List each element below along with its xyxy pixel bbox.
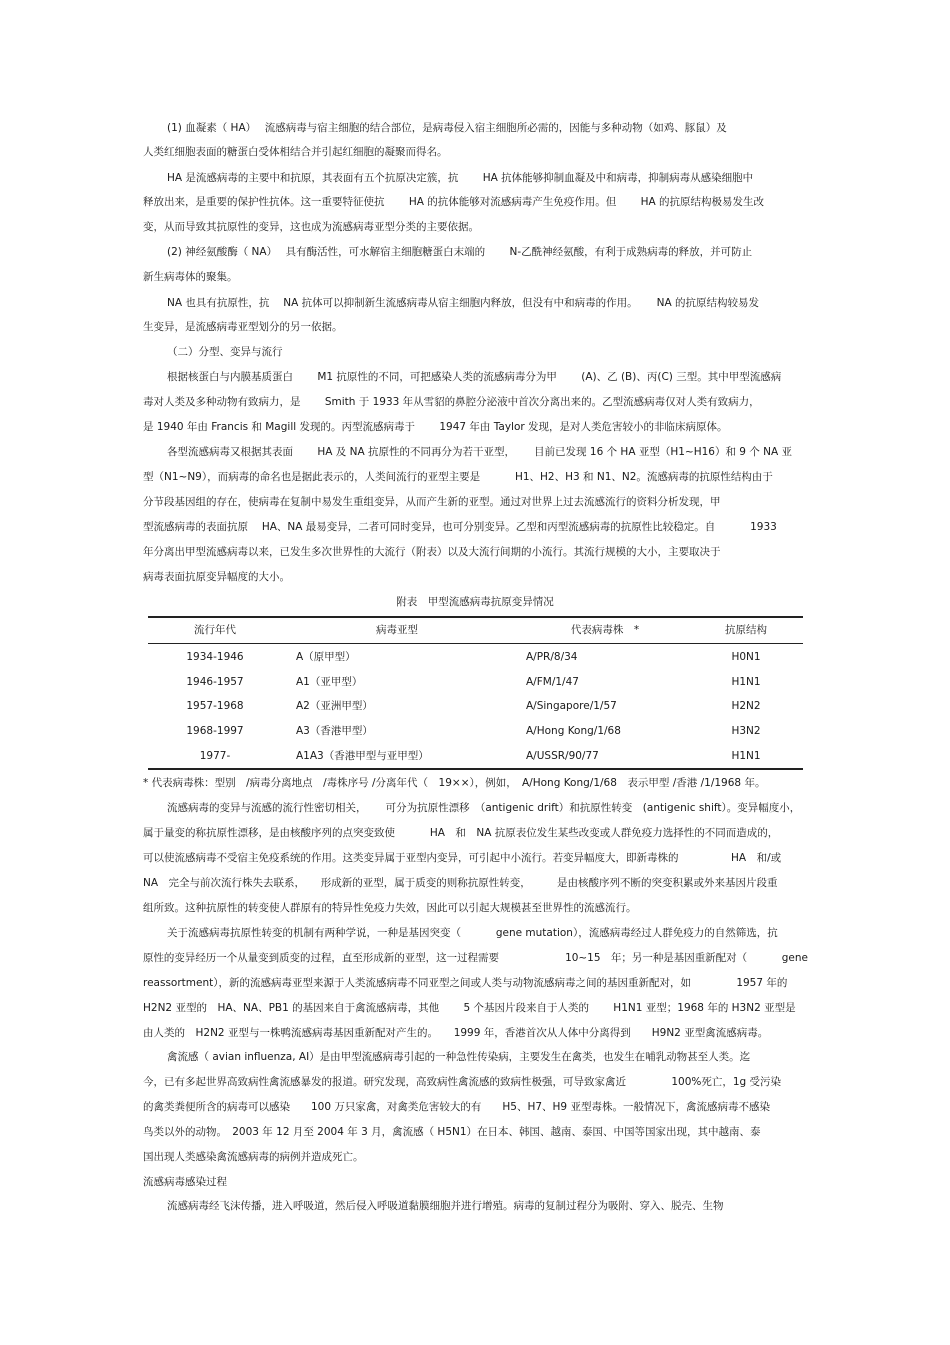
- column-header-subtype: 病毒亚型: [376, 624, 418, 636]
- paragraph-line: NA 也具有抗原性，抗 NA 抗体可以抑制新生流感病毒从宿主细胞内释放，但没有中和病毒的作用。 NA 的抗原结构较易发: [167, 297, 760, 309]
- paragraph-line: HA 是流感病毒的主要中和抗原，其表面有五个抗原决定簇，抗 HA 抗体能够抑制血凝及中和病毒，抑制病毒从感染细胞中: [167, 172, 754, 184]
- cell-era: 1968-1997: [186, 725, 244, 737]
- cell-strain: A/Singapore/1/57: [526, 700, 617, 712]
- paragraph-line: (1) 血凝素（ HA） 流感病毒与宿主细胞的结合部位，是病毒侵入宿主细胞所必需的，因能与多种动物（如鸡、豚鼠）及: [167, 122, 727, 134]
- cell-era: 1934-1946: [186, 651, 244, 663]
- paragraph-line: 释放出来，是重要的保护性抗体。这一重要特征使抗 HA 的抗体能够对流感病毒产生免疫作用。但 HA 的抗原结构极易发生改: [143, 196, 765, 208]
- cell-subtype: A3（香港甲型）: [296, 725, 373, 737]
- cell-antigen: H2N2: [731, 700, 761, 712]
- cell-subtype: A1（亚甲型）: [296, 676, 363, 688]
- paragraph-line: 新生病毒体的聚集。: [143, 271, 238, 283]
- column-header-strain: 代表病毒株 *: [570, 624, 640, 636]
- paragraph-line: 原性的变异经历一个从量变到质变的过程，直至形成新的亚型，这一过程需要 10~15 年；另一种是基因重新配对（ gene: [143, 952, 808, 964]
- paragraph-line: 生变异，是流感病毒亚型划分的另一依据。: [143, 321, 343, 333]
- paragraph-line: 禽流感（ avian influenza, AI）是由甲型流感病毒引起的一种急性传染病，主要发生在禽类，也发生在哺乳动物甚至人类。迄: [167, 1051, 751, 1063]
- cell-subtype: A1A3（香港甲型与亚甲型）: [296, 750, 429, 762]
- paragraph-line: 的禽类粪便所含的病毒可以感染 100 万只家禽，对禽类危害较大的有 H5、H7、H9 亚型毒株。一般情况下，禽流感病毒不感染: [143, 1101, 770, 1113]
- cell-subtype: A2（亚洲甲型）: [296, 700, 373, 712]
- cell-antigen: H1N1: [731, 676, 761, 688]
- table-footnote: * 代表病毒株：型别 /病毒分离地点 /毒株序号 /分离年代（ 19××），例如， A/Hong Kong/1/68 表示甲型 /香港 /1/1968 年。: [143, 777, 766, 789]
- cell-era: 1957-1968: [186, 700, 244, 712]
- paragraph-line: 由人类的 H2N2 亚型与一株鸭流感病毒基因重新配对产生的。 1999 年，香港首次从人体中分离得到 H9N2 亚型禽流感病毒。: [143, 1027, 769, 1039]
- paragraph-line: 型流感病毒的表面抗原 HA、NA 最易变异，二者可同时变异，也可分别变异。乙型和丙型流感病毒的抗原性比较稳定。自 1933: [143, 521, 777, 533]
- paragraph-line: 组所致。这种抗原性的转变使人群原有的特异性免疫力失效，因此可以引起大规模甚至世界性的流感流行。: [143, 902, 637, 914]
- cell-antigen: H1N1: [731, 750, 761, 762]
- table-header-rule: [148, 643, 803, 644]
- cell-antigen: H0N1: [731, 651, 761, 663]
- cell-era: 1946-1957: [186, 676, 244, 688]
- paragraph-line: 毒对人类及多种动物有致病力，是 Smith 于 1933 年从雪貂的鼻腔分泌液中首次分离出来的。乙型流感病毒仅对人类有致病力，: [143, 396, 760, 408]
- column-header-antigen: 抗原结构: [725, 624, 767, 636]
- paragraph-line: 属于量变的称抗原性漂移，是由核酸序列的点突变致使 HA 和 NA 抗原表位发生某些改变或人群免疫力选择性的不同而造成的，: [143, 827, 779, 839]
- paragraph-line: 今，已有多起世界高致病性禽流感暴发的报道。研究发现，高致病性禽流感的致病性极强，可导致家禽近 100%死亡，1g 受污染: [143, 1076, 782, 1088]
- paragraph-line: H2N2 亚型的 HA、NA、PB1 的基因来自于禽流感病毒，其他 5 个基因片段来自于人类的 H1N1 亚型；1968 年的 H3N2 亚型是: [143, 1002, 796, 1014]
- paragraph-line: (2) 神经氨酸酶（ NA） 具有酶活性，可水解宿主细胞糖蛋白末端的 N-乙酰神经氨酸，有利于成熟病毒的释放，并可防止: [167, 246, 753, 258]
- paragraph-line: reassortment），新的流感病毒亚型来源于人类流感病毒不同亚型之间或人类与动物流感病毒之间的基因重新配对，如 1957 年的: [143, 977, 788, 989]
- paragraph-line: 各型流感病毒又根据其表面 HA 及 NA 抗原性的不同再分为若干亚型， 目前已发现 16 个 HA 亚型（H1~H16）和 9 个 NA 亚: [167, 446, 793, 458]
- paragraph-line: 流感病毒经飞沫传播，进入呼吸道，然后侵入呼吸道黏膜细胞并进行增殖。病毒的复制过程分为吸附、穿入、脱壳、生物: [167, 1200, 724, 1212]
- paragraph-line: 年分离出甲型流感病毒以来，已发生多次世界性的大流行（附表）以及大流行间期的小流行。其流行规模的大小，主要取决于: [143, 546, 721, 558]
- table-top-rule: [148, 616, 803, 618]
- paragraph-line: 病毒表面抗原变异幅度的大小。: [143, 571, 290, 583]
- cell-strain: A/USSR/90/77: [526, 750, 599, 762]
- section-heading: 流感病毒感染过程: [143, 1176, 227, 1188]
- table-bottom-rule: [148, 768, 803, 770]
- paragraph-line: 是 1940 年由 Francis 和 Magill 发现的。丙型流感病毒于 1947 年由 Taylor 发现，是对人类危害较小的非临床病原体。: [143, 421, 728, 433]
- cell-subtype: A（原甲型）: [296, 651, 356, 663]
- paragraph-line: 型（N1~N9），而病毒的命名也是据此表示的，人类间流行的亚型主要是 H1、H2、H3 和 N1、N2。流感病毒的抗原性结构由于: [143, 471, 773, 483]
- cell-antigen: H3N2: [731, 725, 761, 737]
- section-heading: （二）分型、变异与流行: [167, 346, 283, 358]
- column-header-era: 流行年代: [194, 624, 236, 636]
- paragraph-line: 人类红细胞表面的糖蛋白受体相结合并引起红细胞的凝聚而得名。: [143, 146, 448, 158]
- paragraph-line: 可以使流感病毒不受宿主免疫系统的作用。这类变异属于亚型内变异，可引起中小流行。若变异幅度大，即新毒株的 HA 和/或: [143, 852, 782, 864]
- cell-strain: A/FM/1/47: [526, 676, 579, 688]
- cell-era: 1977-: [199, 750, 231, 762]
- paragraph-line: 关于流感病毒抗原性转变的机制有两种学说，一种是基因突变（ gene mutation），流感病毒经过人群免疫力的自然筛选，抗: [167, 927, 778, 939]
- paragraph-line: 国出现人类感染禽流感病毒的病例并造成死亡。: [143, 1151, 364, 1163]
- paragraph-line: 变，从而导致其抗原性的变异，这也成为流感病毒亚型分类的主要依据。: [143, 221, 479, 233]
- paragraph-line: 根据核蛋白与内膜基质蛋白 M1 抗原性的不同，可把感染人类的流感病毒分为甲 (A)、乙 (B)、丙(C) 三型。其中甲型流感病: [167, 371, 782, 383]
- paragraph-line: NA 完全与前次流行株失去联系， 形成新的亚型，属于质变的则称抗原性转变， 是由核酸序列不断的突变积累或外来基因片段重: [143, 877, 778, 889]
- cell-strain: A/Hong Kong/1/68: [526, 725, 621, 737]
- table-title: 附表 甲型流感病毒抗原变异情况: [396, 596, 554, 608]
- paragraph-line: 分节段基因组的存在，使病毒在复制中易发生重组变异，从而产生新的亚型。通过对世界上过去流感流行的资料分析发现，甲: [143, 496, 721, 508]
- cell-strain: A/PR/8/34: [526, 651, 578, 663]
- paragraph-line: 鸟类以外的动物。 2003 年 12 月至 2004 年 3 月，禽流感（ H5N1）在日本、韩国、越南、泰国、中国等国家出现，其中越南、泰: [143, 1126, 761, 1138]
- paragraph-line: 流感病毒的变异与流感的流行性密切相关， 可分为抗原性漂移 （antigenic drift）和抗原性转变 (antigenic shift）。变异幅度小，: [167, 802, 801, 814]
